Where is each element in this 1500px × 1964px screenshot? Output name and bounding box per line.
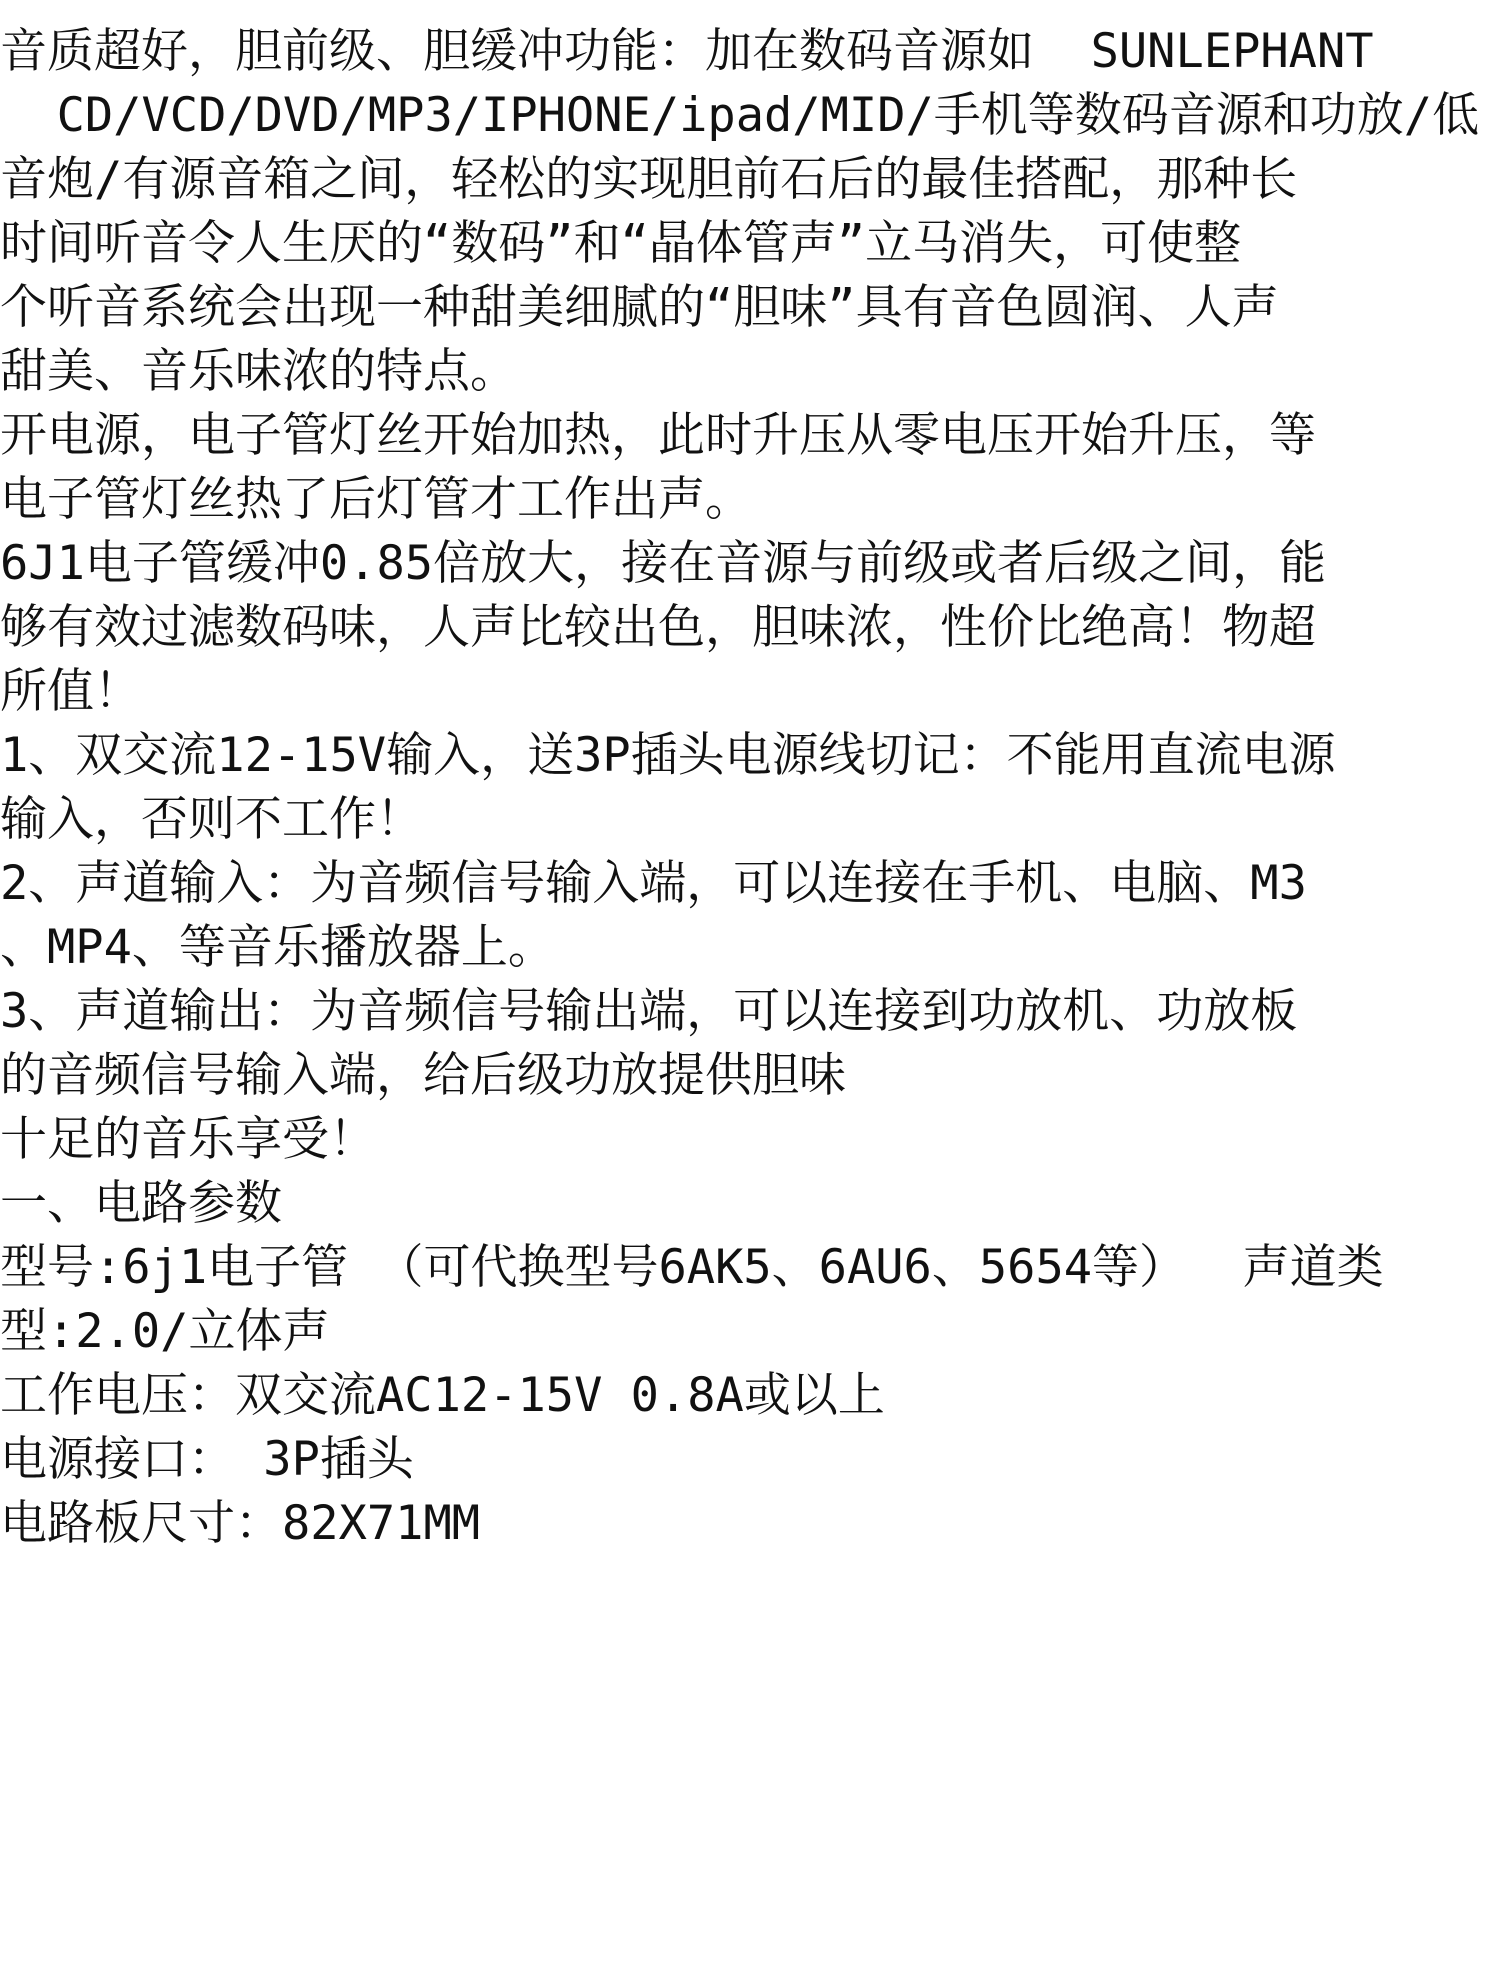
text-line: 6J1电子管缓冲0.85倍放大，接在音源与前级或者后级之间，能 — [0, 536, 1327, 591]
spec-line: 型:2.0/立体声 — [0, 1304, 330, 1359]
text-line: 够有效过滤数码味，人声比较出色，胆味浓，性价比绝高！物超 — [0, 600, 1316, 655]
text-line: 音质超好，胆前级、胆缓冲功能：加在数码音源如 SUNLEPHANT — [0, 24, 1374, 79]
text-line: 甜美、音乐味浓的特点。 — [0, 344, 517, 399]
text-line: 十足的音乐享受！ — [0, 1112, 376, 1167]
text-line: 3、声道输出：为音频信号输出端，可以连接到功放机、功放板 — [0, 984, 1298, 1039]
spec-line: 工作电压：双交流AC12-15V 0.8A或以上 — [0, 1368, 885, 1423]
text-line: 输入，否则不工作！ — [0, 792, 423, 847]
text-line: 个听音系统会出现一种甜美细腻的“胆味”具有音色圆润、人声 — [0, 280, 1279, 335]
text-line: 电子管灯丝热了后灯管才工作出声。 — [0, 472, 752, 527]
text-line: 2、声道输入：为音频信号输入端，可以连接在手机、电脑、M3 — [0, 856, 1307, 911]
section-heading: 一、电路参数 — [0, 1176, 282, 1231]
text-line: 开电源，电子管灯丝开始加热，此时升压从零电压开始升压，等 — [0, 408, 1316, 463]
spec-line: 电源接口： 3P插头 — [0, 1432, 414, 1487]
spec-line: 型号:6j1电子管 （可代换型号6AK5、6AU6、5654等） 声道类 — [0, 1240, 1384, 1295]
text-line: CD/VCD/DVD/MP3/IPHONE/ipad/MID/手机等数码音源和功放/低 — [0, 88, 1480, 143]
text-line: 时间听音令人生厌的“数码”和“晶体管声”立马消失，可使整 — [0, 216, 1242, 271]
text-line: 音炮/有源音箱之间，轻松的实现胆前石后的最佳搭配，那种长 — [0, 152, 1298, 207]
text-line: 1、双交流12-15V输入，送3P插头电源线切记：不能用直流电源 — [0, 728, 1336, 783]
text-line: 所值！ — [0, 664, 141, 719]
text-line: 的音频信号输入端，给后级功放提供胆味 — [0, 1048, 846, 1103]
text-line: 、MP4、等音乐播放器上。 — [0, 920, 555, 975]
spec-line: 电路板尺寸：82X71MM — [0, 1496, 481, 1551]
